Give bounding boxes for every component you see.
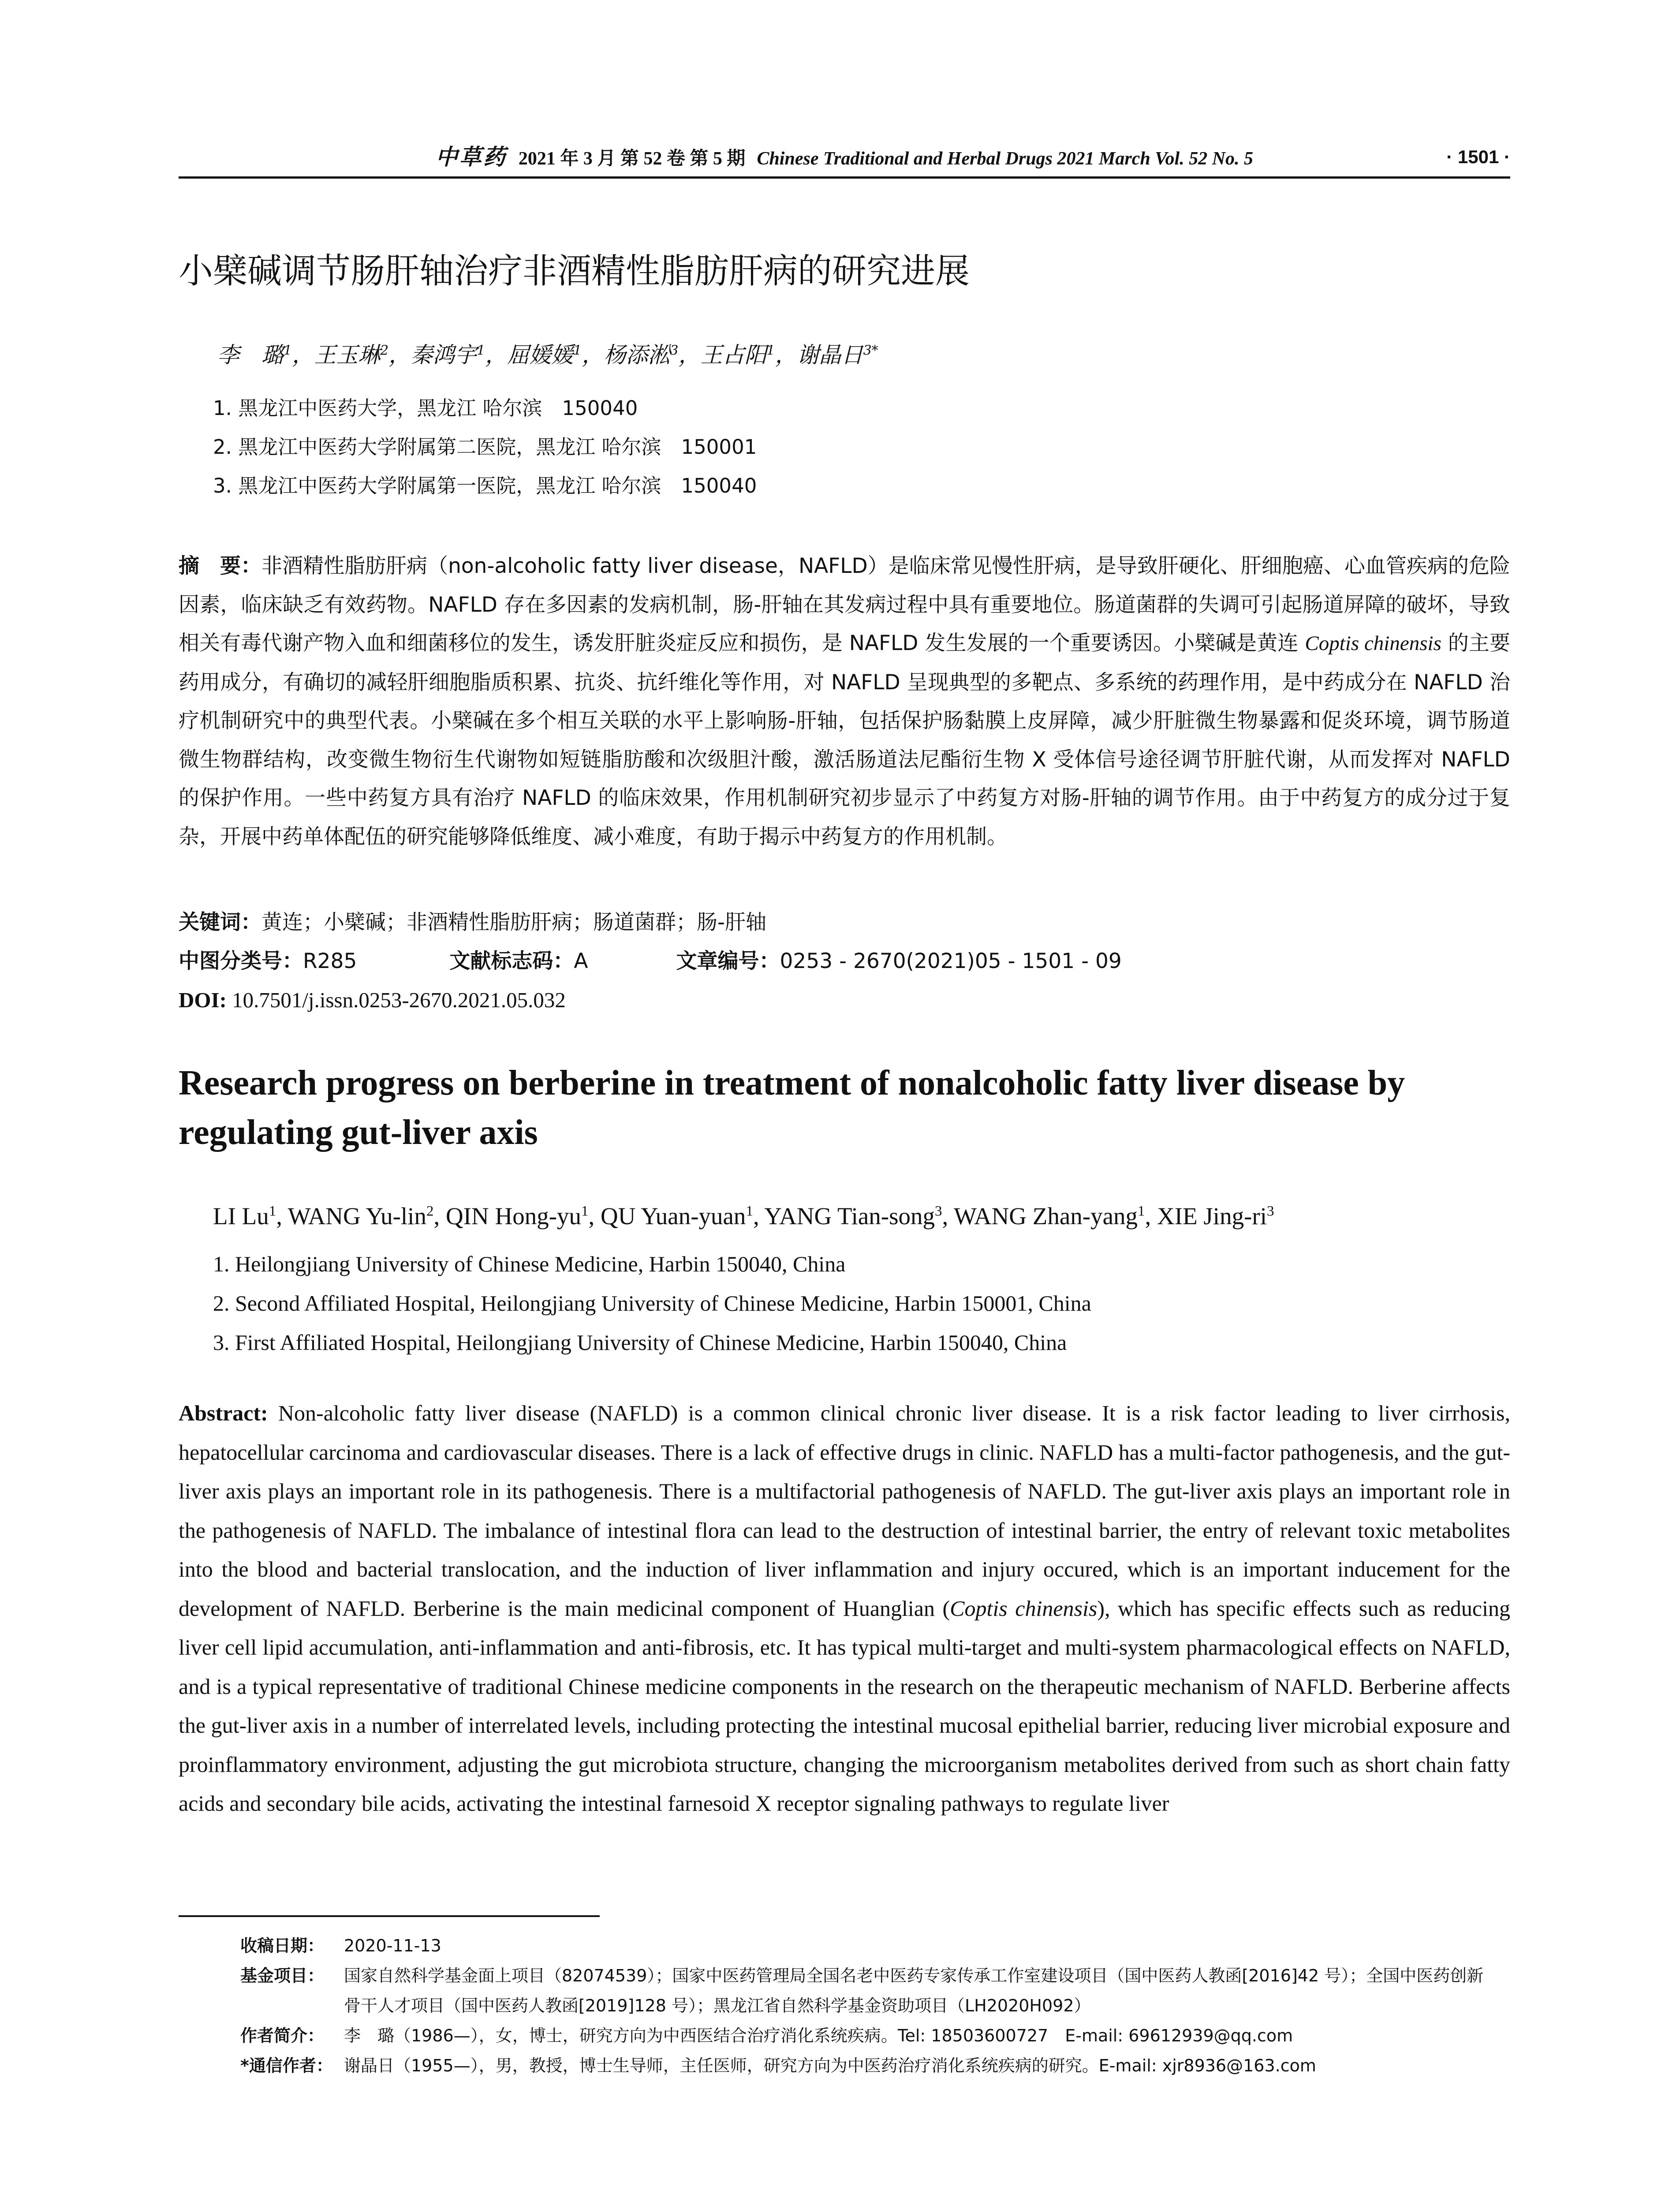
author-separator: ， xyxy=(388,342,411,368)
author-affiliation-marker: 1 xyxy=(746,1203,753,1219)
abstract-en xyxy=(179,1394,1510,1823)
author-affiliation-marker: 1 xyxy=(573,343,582,359)
author-affiliation-marker: 1 xyxy=(1138,1203,1145,1219)
keywords-cn-label: 关键词： xyxy=(179,910,261,934)
author-name: YANG Tian-song xyxy=(764,1203,935,1230)
doi-value[interactable]: 10.7501/j.issn.0253-2670.2021.05.032 xyxy=(226,988,566,1012)
journal-logo: 中草药 xyxy=(435,144,507,170)
page-number: · 1501 · xyxy=(1446,146,1510,167)
author-name: XIE Jing-ri xyxy=(1157,1203,1267,1230)
author-name: 屈媛媛 xyxy=(507,342,574,368)
author-affiliation-marker: 1 xyxy=(477,343,485,359)
footnote-label: 收稿日期： xyxy=(240,1936,325,1955)
author-name: QU Yuan-yuan xyxy=(601,1203,746,1230)
footnote-text: 国家自然科学基金面上项目（82074539）；国家中医药管理局全国名老中医药专家传承工作室建设项目（国中医药人教函[2016]42 号）；全国中医药创新骨干人才项目（国中医药人教函[2019]128 号）；黑龙江省自然科学基金资助项目（LH2020H092） xyxy=(344,1966,1484,2015)
article-number-label: 文章编号： xyxy=(676,949,780,973)
abstract-cn-latin-name: Coptis chinensis xyxy=(1305,632,1441,655)
footnote-text: 李 璐（1986—），女，博士，研究方向为中西医结合治疗消化系统疾病。Tel: 18503600727 E-mail: 69612939@qq.com xyxy=(344,2026,1293,2045)
article-title-en: Research progress on berberine in treatment of nonalcoholic fatty liver disease by regulating gut-liver axis xyxy=(179,1064,1405,1152)
author-separator: , xyxy=(588,1203,601,1230)
author-name: 王占阳 xyxy=(700,342,767,368)
author-affiliation-marker: 1 xyxy=(269,1203,276,1219)
author-separator: , xyxy=(753,1203,765,1230)
author-name: 杨添淞 xyxy=(604,342,670,368)
abstract-cn-label: 摘 要： xyxy=(179,554,262,578)
author-name: 王玉琳 xyxy=(314,342,381,368)
author-name: 谢晶日 xyxy=(797,342,863,368)
author-separator: ， xyxy=(678,342,701,368)
issue-info-cn: 2021 年 3 月 第 52 卷 第 5 期 xyxy=(518,149,746,169)
classification-meta xyxy=(179,942,1510,981)
footnote-funding xyxy=(240,1961,1497,2021)
footnote-text: 谢晶日（1955—），男，教授，博士生导师，主任医师，研究方向为中医药治疗消化系统疾病的研究。E-mail: xjr8936@163.com xyxy=(344,2056,1316,2075)
author-name: LI Lu xyxy=(213,1203,269,1230)
author-affiliation-marker: 3 xyxy=(670,343,679,359)
keywords-cn xyxy=(179,903,1510,942)
journal-name-en: Chinese Traditional and Herbal Drugs 2021 March Vol. 52 No. 5 xyxy=(757,149,1254,169)
author-separator: , xyxy=(942,1203,954,1230)
footnote-rule xyxy=(179,1915,600,1917)
doi-label: DOI: xyxy=(179,988,227,1012)
abstract-en-label: Abstract: xyxy=(179,1401,268,1425)
author-affiliation-marker: 3* xyxy=(863,343,878,359)
article-title-cn: 小檗碱调节肠肝轴治疗非酒精性脂肪肝病的研究进展 xyxy=(179,251,970,291)
author-affiliation-marker: 3 xyxy=(1267,1203,1274,1219)
author-separator: , xyxy=(433,1203,446,1230)
author-name: QIN Hong-yu xyxy=(445,1203,582,1230)
author-affiliation-marker: 1 xyxy=(284,343,292,359)
author-list-cn xyxy=(217,340,878,370)
footnote-label: 作者简介： xyxy=(240,2026,325,2045)
affiliation-cn: 2. 黑龙江中医药大学附属第二医院，黑龙江 哈尔滨 150001 xyxy=(213,435,757,459)
affiliation-cn: 1. 黑龙江中医药大学，黑龙江 哈尔滨 150040 xyxy=(213,396,638,420)
author-separator: ， xyxy=(775,342,797,368)
abstract-en-latin-name: Coptis chinensis xyxy=(950,1596,1098,1621)
footnote-received xyxy=(240,1931,1497,1961)
author-separator: ， xyxy=(485,342,508,368)
footnotes xyxy=(240,1931,1497,2081)
footnote-label: *通信作者： xyxy=(240,2056,333,2075)
author-separator: , xyxy=(276,1203,288,1230)
affiliations-cn xyxy=(213,389,1271,505)
author-name: 秦鸿宇 xyxy=(411,342,477,368)
author-name: 李 璐 xyxy=(217,342,284,368)
author-separator: ， xyxy=(292,342,314,368)
author-affiliation-marker: 2 xyxy=(380,343,389,359)
abstract-en-text: Non-alcoholic fatty liver disease (NAFLD) is a common clinical chronic liver disease. It is a risk factor leading to liver cirrhosis, hepatocellular carcinoma and cardiovascular diseases. There is a lack of effective drugs in clinic. NAFLD has a multi-factor pathogenesis, and the gut-liver axis plays an important role in its pathogenesis. There is a multifactorial pathogenesis of NAFLD. The gut-liver axis plays an important role in the pathogenesis of NAFLD. The imbalance of intestinal flora can lead to the destruction of intestinal barrier, the entry of relevant toxic metabolites into the blood and bacterial translocation, and the induction of liver inflammation and injury occured, which is an important inducement for the development of NAFLD. Berberine is the main medicinal component of Huanglian ( xyxy=(179,1401,1510,1621)
doc-code-value: A xyxy=(574,949,588,973)
affiliations-en xyxy=(213,1245,1536,1362)
author-affiliation-marker: 1 xyxy=(766,343,775,359)
clc-value: R285 xyxy=(303,949,357,973)
running-header-text xyxy=(179,145,1510,171)
running-header xyxy=(179,145,1510,176)
author-affiliation-marker: 1 xyxy=(581,1203,589,1219)
doc-code-label: 文献标志码： xyxy=(449,949,574,973)
article-number-value: 0253 - 2670(2021)05 - 1501 - 09 xyxy=(780,949,1122,973)
footnote-label: 基金项目： xyxy=(240,1966,325,1985)
footnote-corresponding xyxy=(240,2051,1497,2081)
header-rule xyxy=(179,176,1510,179)
keywords-cn-text: 黄连；小檗碱；非酒精性脂肪肝病；肠道菌群；肠-肝轴 xyxy=(261,910,766,934)
author-name: WANG Yu-lin xyxy=(287,1203,426,1230)
author-separator: ， xyxy=(582,342,604,368)
author-separator: , xyxy=(1145,1203,1157,1230)
author-affiliation-marker: 2 xyxy=(426,1203,434,1219)
doi-line xyxy=(179,981,1510,1020)
abstract-cn-text: 的主要药用成分，有确切的减轻肝细胞脂质积累、抗炎、抗纤维化等作用，对 NAFLD 呈现典型的多靶点、多系统的药理作用，是中药成分在 NAFLD 治疗机制研究中的典型代表。小檗碱在多个相互关联的水平上影响肠-肝轴，包括保护肠黏膜上皮屏障，减少肝脏微生物暴露和促炎环境，调节肠道微生物群结构，改变微生物衍生代谢物如短链脂肪酸和次级胆汁酸，激活肠道法尼酯衍生物 X 受体信号途径调节肝脏代谢，从而发挥对 NAFLD 的保护作用。一些中药复方具有治疗 NAFLD 的临床效果，作用机制研究初步显示了中药复方对肠-肝轴的调节作用。由于中药复方的成分过于复杂，开展中药单体配伍的研究能够降低维度、减小难度，有助于揭示中药复方的作用机制。 xyxy=(179,631,1510,849)
affiliation-en: 3. First Affiliated Hospital, Heilongjiang University of Chinese Medicine, Harbin 150040, China xyxy=(213,1330,1067,1355)
affiliation-en: 2. Second Affiliated Hospital, Heilongjiang University of Chinese Medicine, Harbin 150001, China xyxy=(213,1291,1091,1316)
abstract-cn xyxy=(179,547,1510,856)
affiliation-en: 1. Heilongjiang University of Chinese Medicine, Harbin 150040, China xyxy=(213,1252,846,1276)
author-affiliation-marker: 3 xyxy=(935,1203,942,1219)
clc-label: 中图分类号： xyxy=(179,949,303,973)
abstract-en-text: ), which has specific effects such as reducing liver cell lipid accumulation, anti-inflammation and anti-fibrosis, etc. It has typical multi-target and multi-system pharmacological effects on NAFLD, and is a typical representative of traditional Chinese medicine components in the research on the therapeutic mechanism of NAFLD. Berberine affects the gut-liver axis in a number of interrelated levels, including protecting the intestinal mucosal epithelial barrier, reducing liver microbial exposure and proinflammatory environment, adjusting the gut microbiota structure, changing the microorganism metabolites derived from such as short chain fatty acids and secondary bile acids, activating the intestinal farnesoid X receptor signaling pathways to regulate liver xyxy=(179,1596,1510,1816)
abstract-cn-text: 非酒精性脂肪肝病（non-alcoholic fatty liver disease，NAFLD）是临床常见慢性肝病，是导致肝硬化、肝细胞癌、心血管疾病的危险因素，临床缺乏有效药物。NAFLD 存在多因素的发病机制，肠-肝轴在其发病过程中具有重要地位。肠道菌群的失调可引起肠道屏障的破坏，导致相关有毒代谢产物入血和细菌移位的发生，诱发肝脏炎症反应和损伤，是 NAFLD 发生发展的一个重要诱因。小檗碱是黄连 xyxy=(179,554,1510,655)
affiliation-cn: 3. 黑龙江中医药大学附属第一医院，黑龙江 哈尔滨 150040 xyxy=(213,474,757,497)
footnote-author-bio xyxy=(240,2021,1497,2051)
author-list-en xyxy=(213,1199,1274,1234)
article-page xyxy=(179,0,1510,2205)
author-name: WANG Zhan-yang xyxy=(954,1203,1138,1230)
footnote-text: 2020-11-13 xyxy=(344,1936,441,1955)
